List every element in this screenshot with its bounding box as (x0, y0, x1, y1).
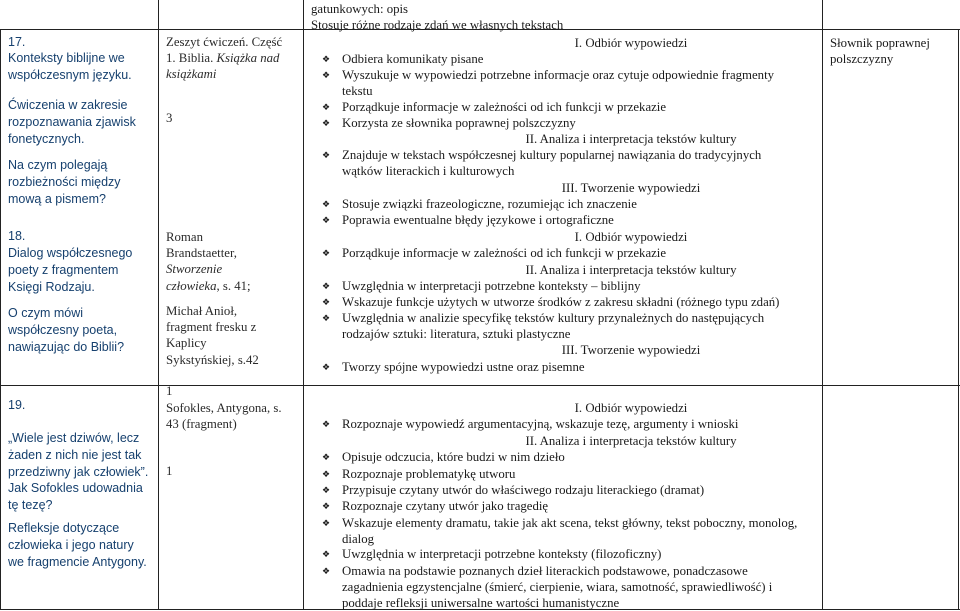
bullet-icon: ❖ (321, 518, 331, 528)
hours-count: 3 (166, 111, 173, 125)
column-divider-4 (822, 0, 823, 610)
lesson-19-quote: „Wiele jest dziwów, lecz żaden z nich nie jest tak przedziwny jak człowiek”. (8, 431, 149, 479)
bullet-icon: ❖ (321, 102, 331, 112)
column-divider-1 (0, 29, 1, 610)
section-heading-odbior: I. Odbiór wypowiedzi (574, 230, 688, 244)
skill-item: Porządkuje informacje w zależności od ich funkcji w przekazie (342, 100, 667, 114)
textbook-reference (166, 34, 291, 83)
skill-item: Rozpoznaje problematykę utworu (342, 467, 516, 481)
skill-item: Przypisuje czytany utwór do właściwego rodzaju literackiego (dramat) (342, 483, 705, 497)
top-continuation-1: gatunkowych: opis (311, 2, 409, 16)
lesson-19-question: Jak Sofokles udowadnia tę tezę? (8, 481, 143, 512)
bullet-icon: ❖ (321, 199, 331, 209)
bullet-icon: ❖ (321, 362, 331, 372)
skill-item: Opisuje odczucia, które budzi w nim dzieło (342, 450, 565, 464)
column-divider-5 (958, 29, 959, 610)
row-divider-1 (0, 385, 960, 386)
section-heading-analiza: II. Analiza i interpretacja tekstów kultury (525, 434, 737, 448)
skill-item: Wskazuje elementy dramatu, takie jak akt scena, tekst główny, tekst poboczny, monolog, dialog (342, 516, 798, 546)
textbook-subtitle: Książka nad książkami (166, 51, 280, 82)
section-heading-tworzenie: III. Tworzenie wypowiedzi (561, 181, 701, 195)
reading-sofokles: Sofokles, Antygona, s. 43 (fragment) (166, 401, 282, 432)
section-heading-odbior: I. Odbiór wypowiedzi (574, 36, 688, 50)
bullet-icon: ❖ (321, 452, 331, 462)
reading-michelangelo: Michał Anioł, fragment fresku z Kaplicy Sykstyńskiej, s.42 (166, 304, 259, 367)
lesson-19-number: 19. (8, 398, 26, 412)
reading-title: Stworzenie człowieka (166, 262, 223, 293)
skill-item: Uwzględnia w analizie specyfikę tekstów kultury przynależnych do następujących rodzajów sztuki: literatura, sztuki plastyczne (342, 311, 765, 341)
lesson-17-question: Na czym polegają rozbieżności między mową a pismem? (8, 158, 121, 206)
bullet-icon: ❖ (321, 501, 331, 511)
bullet-icon: ❖ (321, 248, 331, 258)
lesson-17-title: Konteksty biblijne we współczesnym języku. (8, 51, 132, 82)
lesson-17-topic: Ćwiczenia w zakresie rozpoznawania zjawisk fonetycznych. (8, 98, 136, 146)
skill-item: Znajduje w tekstach współczesnej kultury popularnej nawiązania do tradycyjnych wątków literackich i kulturowych (342, 148, 762, 178)
skill-item: Uwzględnia w interpretacji potrzebne konteksty (filozoficzny) (342, 547, 662, 561)
hours-count-3: 1 (166, 464, 173, 478)
skill-item: Omawia na podstawie poznanych dzieł literackich podstawowe, ponadczasowe zagadnienia egzystencjalne (śmierć, cierpienie, wiara, samotność, sprawiedliwość) i poddaje refleksji uniwersalne wartości humanistyczne (342, 564, 773, 610)
section-heading-tworzenie: III. Tworzenie wypowiedzi (561, 343, 701, 357)
lesson-19-topic: Refleksje dotyczące człowieka i jego natury we fragmencie Antygony. (8, 521, 147, 569)
bullet-icon: ❖ (321, 566, 331, 576)
reading-author: Roman Brandstaetter, (166, 230, 237, 261)
skill-item: Wyszukuje w wypowiedzi potrzebne informacje oraz cytuje odpowiednie fragmenty tekstu (342, 68, 775, 98)
lesson-18-title: Dialog współczesnego poety z fragmentem Księgi Rodzaju. (8, 246, 133, 294)
bullet-icon: ❖ (321, 118, 331, 128)
skill-item: Poprawia ewentualne błędy językowe i ortograficzne (342, 213, 614, 227)
lesson-18-number: 18. (8, 229, 26, 243)
column-divider-2 (158, 0, 159, 610)
reading-page: , s. 41; (216, 278, 251, 293)
skill-item: Rozpoznaje czytany utwór jako tragedię (342, 499, 549, 513)
bullet-icon: ❖ (321, 281, 331, 291)
bullet-icon: ❖ (321, 469, 331, 479)
top-continuation-2: Stosuje różne rodzaje zdań we własnych tekstach (311, 18, 564, 32)
section-heading-odbior: I. Odbiór wypowiedzi (574, 401, 688, 415)
bullet-icon: ❖ (321, 549, 331, 559)
lesson-18-question: O czym mówi współczesny poeta, nawiązując do Biblii? (8, 306, 125, 354)
skill-item: Korzysta ze słownika poprawnej polszczyzny (342, 116, 576, 130)
bullet-icon: ❖ (321, 215, 331, 225)
bullet-icon: ❖ (321, 150, 331, 160)
skill-item: Wskazuje funkcje użytych w utworze środków z zakresu składni (różnego typu zdań) (342, 295, 780, 309)
section-heading-analiza: II. Analiza i interpretacja tekstów kultury (525, 132, 737, 146)
section-heading-analiza: II. Analiza i interpretacja tekstów kultury (525, 263, 737, 277)
column-divider-3 (303, 0, 304, 610)
skill-item: Rozpoznaje wypowiedź argumentacyjną, wskazuje tezę, argumenty i wnioski (342, 417, 739, 431)
resource-dictionary: Słownik poprawnej polszczyzny (830, 36, 930, 66)
bullet-icon: ❖ (321, 313, 331, 323)
skill-item: Stosuje związki frazeologiczne, rozumiejąc ich znaczenie (342, 197, 637, 211)
bullet-icon: ❖ (321, 297, 331, 307)
bullet-icon: ❖ (321, 485, 331, 495)
bullet-icon: ❖ (321, 54, 331, 64)
skill-item: Porządkuje informacje w zależności od ich funkcji w przekazie (342, 246, 667, 260)
skill-item: Uwzględnia w interpretacji potrzebne konteksty – biblijny (342, 279, 641, 293)
bullet-icon: ❖ (321, 70, 331, 80)
skill-item: Tworzy spójne wypowiedzi ustne oraz pisemne (342, 360, 585, 374)
lesson-17-number: 17. (8, 35, 26, 49)
reading-brandstaetter (166, 229, 276, 294)
hours-count-2: 1 (166, 384, 173, 398)
bullet-icon: ❖ (321, 419, 331, 429)
skill-item: Odbiera komunikaty pisane (342, 52, 484, 66)
textbook-title: Zeszyt ćwiczeń. Część 1. Biblia. (166, 35, 283, 66)
